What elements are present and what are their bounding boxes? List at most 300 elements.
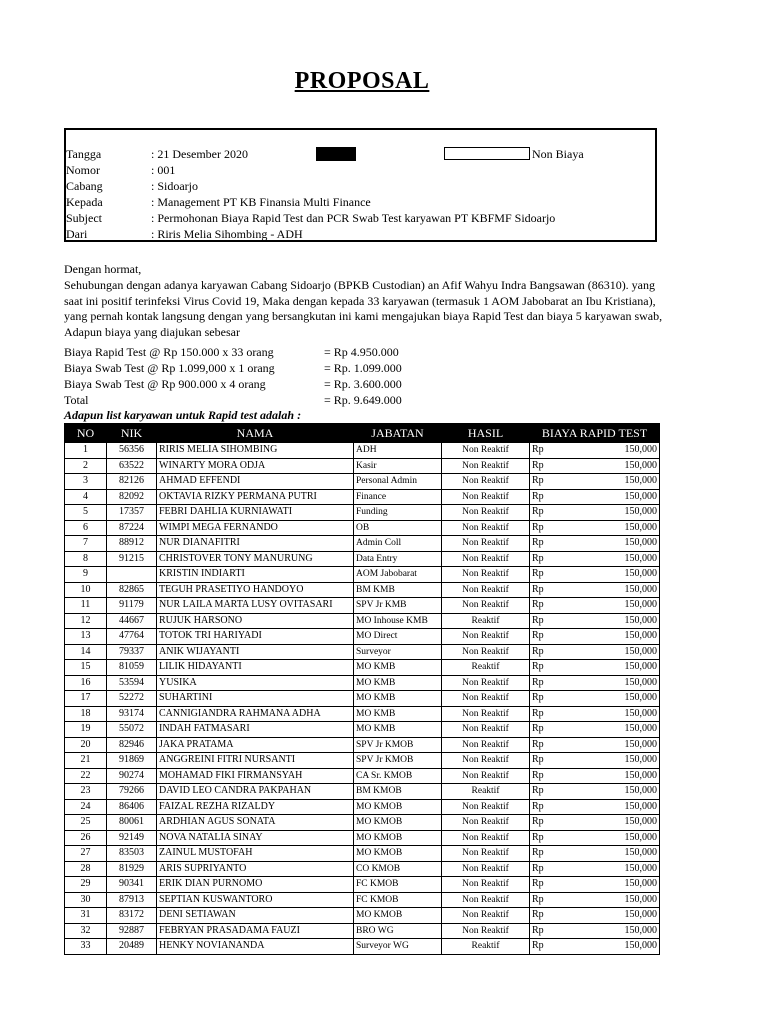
cell-currency: Rp	[530, 753, 568, 769]
cell-jabatan: MO KMB	[354, 691, 442, 707]
col-header-jabatan: JABATAN	[354, 424, 442, 443]
cell-amount: 150,000	[568, 520, 660, 536]
cell-nik: 87913	[107, 892, 157, 908]
cell-jabatan: CA Sr. KMOB	[354, 768, 442, 784]
cell-nik: 20489	[107, 939, 157, 955]
cell-nik: 83172	[107, 908, 157, 924]
cell-amount: 150,000	[568, 706, 660, 722]
header-value: : Management PT KB Finansia Multi Finance	[151, 195, 371, 209]
cell-amount: 150,000	[568, 458, 660, 474]
cell-currency: Rp	[530, 582, 568, 598]
cell-amount: 150,000	[568, 567, 660, 583]
cell-no: 16	[65, 675, 107, 691]
cell-jabatan: FC KMOB	[354, 877, 442, 893]
cell-nama: ARDHIAN AGUS SONATA	[157, 815, 354, 831]
cell-no: 15	[65, 660, 107, 676]
cell-jabatan: OB	[354, 520, 442, 536]
cell-amount: 150,000	[568, 443, 660, 459]
header-label: Tangga	[66, 147, 102, 161]
cell-hasil: Non Reaktif	[442, 877, 530, 893]
cell-nama: SUHARTINI	[157, 691, 354, 707]
cell-nik: 81929	[107, 861, 157, 877]
cell-hasil: Non Reaktif	[442, 815, 530, 831]
table-row	[65, 443, 660, 459]
cell-amount: 150,000	[568, 908, 660, 924]
table-row	[65, 613, 660, 629]
cell-no: 22	[65, 768, 107, 784]
cell-nik: 87224	[107, 520, 157, 536]
cost-label: Biaya Swab Test @ Rp 900.000 x 4 orang	[64, 377, 266, 391]
cell-nama: FAIZAL REZHA RIZALDY	[157, 799, 354, 815]
cell-nik: 79337	[107, 644, 157, 660]
cell-amount: 150,000	[568, 892, 660, 908]
cell-no: 1	[65, 443, 107, 459]
cell-nik: 55072	[107, 722, 157, 738]
cell-no: 18	[65, 706, 107, 722]
cell-currency: Rp	[530, 830, 568, 846]
cell-hasil: Non Reaktif	[442, 691, 530, 707]
cell-no: 12	[65, 613, 107, 629]
header-value: : Riris Melia Sihombing - ADH	[151, 227, 303, 241]
cell-nama: AHMAD EFFENDI	[157, 474, 354, 490]
cell-no: 19	[65, 722, 107, 738]
cell-nik: 92149	[107, 830, 157, 846]
cell-jabatan: Finance	[354, 489, 442, 505]
cell-nik: 47764	[107, 629, 157, 645]
cell-nik: 93174	[107, 706, 157, 722]
header-value: : Permohonan Biaya Rapid Test dan PCR Swab Test karyawan PT KBFMF Sidoarjo	[151, 211, 556, 225]
table-row	[65, 474, 660, 490]
table-row	[65, 861, 660, 877]
cell-no: 9	[65, 567, 107, 583]
cell-hasil: Non Reaktif	[442, 474, 530, 490]
cell-no: 8	[65, 551, 107, 567]
cell-nik: 81059	[107, 660, 157, 676]
cell-currency: Rp	[530, 908, 568, 924]
cell-no: 29	[65, 877, 107, 893]
cell-amount: 150,000	[568, 582, 660, 598]
table-row	[65, 768, 660, 784]
cell-hasil: Non Reaktif	[442, 598, 530, 614]
cell-currency: Rp	[530, 799, 568, 815]
cell-jabatan: ADH	[354, 443, 442, 459]
cell-amount: 150,000	[568, 737, 660, 753]
cell-jabatan: MO KMB	[354, 706, 442, 722]
cell-amount: 150,000	[568, 830, 660, 846]
table-row	[65, 458, 660, 474]
cell-hasil: Non Reaktif	[442, 908, 530, 924]
cell-jabatan: BM KMOB	[354, 784, 442, 800]
header-box	[64, 128, 657, 242]
cell-no: 17	[65, 691, 107, 707]
cell-amount: 150,000	[568, 939, 660, 955]
cell-jabatan: MO KMB	[354, 722, 442, 738]
table-row	[65, 706, 660, 722]
cell-no: 21	[65, 753, 107, 769]
cell-hasil: Non Reaktif	[442, 582, 530, 598]
cell-nama: KRISTIN INDIARTI	[157, 567, 354, 583]
cell-nama: JAKA PRATAMA	[157, 737, 354, 753]
cell-currency: Rp	[530, 505, 568, 521]
table-row	[65, 753, 660, 769]
cell-currency: Rp	[530, 474, 568, 490]
cell-nama: ZAINUL MUSTOFAH	[157, 846, 354, 862]
cell-hasil: Non Reaktif	[442, 753, 530, 769]
cell-hasil: Non Reaktif	[442, 768, 530, 784]
cell-nama: WINARTY MORA ODJA	[157, 458, 354, 474]
cell-jabatan: BM KMB	[354, 582, 442, 598]
cell-currency: Rp	[530, 815, 568, 831]
cell-jabatan: CO KMOB	[354, 861, 442, 877]
header-value: : 001	[151, 163, 176, 177]
table-row	[65, 691, 660, 707]
cell-nama: INDAH FATMASARI	[157, 722, 354, 738]
cell-nik: 82126	[107, 474, 157, 490]
col-header-nama: NAMA	[157, 424, 354, 443]
cell-no: 26	[65, 830, 107, 846]
cost-value: = Rp. 9.649.000	[324, 393, 402, 407]
cell-currency: Rp	[530, 520, 568, 536]
cell-amount: 150,000	[568, 474, 660, 490]
table-row	[65, 877, 660, 893]
cost-value: = Rp 4.950.000	[324, 345, 399, 359]
cell-jabatan: SPV Jr KMOB	[354, 753, 442, 769]
cell-nik: 83503	[107, 846, 157, 862]
cell-nama: NUR LAILA MARTA LUSY OVITASARI	[157, 598, 354, 614]
cell-nama: ANIK WIJAYANTI	[157, 644, 354, 660]
cell-no: 3	[65, 474, 107, 490]
header-value: : Sidoarjo	[151, 179, 198, 193]
table-row	[65, 799, 660, 815]
cell-no: 20	[65, 737, 107, 753]
cell-currency: Rp	[530, 489, 568, 505]
body-paragraph: Sehubungan dengan adanya karyawan Cabang Sidoarjo (BPKB Custodian) an Afif Wahyu Indra Bangsawan (86310). yang saat ini positif terinfeksi Virus Covid 19, Maka dengan kepada 33 karyawan (termasuk 1 AOM Jabobarat an Ibu Kristiana), yang pernah kontak langsung dengan yang bersangkutan ini kami mengajukan biaya Rapid Test dan biaya 5 karyawan swab, Adapun biaya yang diajukan sebesar	[64, 278, 663, 339]
cell-hasil: Non Reaktif	[442, 505, 530, 521]
cell-amount: 150,000	[568, 877, 660, 893]
cell-amount: 150,000	[568, 861, 660, 877]
cell-nama: FEBRYAN PRASADAMA FAUZI	[157, 923, 354, 939]
cell-amount: 150,000	[568, 660, 660, 676]
cell-nik: 82946	[107, 737, 157, 753]
cell-nik: 91215	[107, 551, 157, 567]
cell-currency: Rp	[530, 768, 568, 784]
table-row	[65, 567, 660, 583]
cell-hasil: Non Reaktif	[442, 722, 530, 738]
cell-nama: TOTOK TRI HARIYADI	[157, 629, 354, 645]
table-row	[65, 489, 660, 505]
cell-nik: 90274	[107, 768, 157, 784]
cell-amount: 150,000	[568, 722, 660, 738]
header-label: Nomor	[66, 163, 100, 177]
cell-nik: 86406	[107, 799, 157, 815]
cell-currency: Rp	[530, 629, 568, 645]
col-header-biaya: BIAYA RAPID TEST	[530, 424, 660, 443]
cell-jabatan: MO KMOB	[354, 830, 442, 846]
cell-nik: 91179	[107, 598, 157, 614]
table-row	[65, 784, 660, 800]
header-value: : 21 Desember 2020	[151, 147, 248, 161]
table-row	[65, 536, 660, 552]
table-row	[65, 939, 660, 955]
cell-hasil: Reaktif	[442, 939, 530, 955]
employee-table	[64, 423, 660, 955]
cell-amount: 150,000	[568, 629, 660, 645]
cell-nama: NOVA NATALIA SINAY	[157, 830, 354, 846]
cell-nama: WIMPI MEGA FERNANDO	[157, 520, 354, 536]
cell-hasil: Non Reaktif	[442, 861, 530, 877]
header-label: Subject	[66, 211, 102, 225]
cell-hasil: Non Reaktif	[442, 892, 530, 908]
cell-nik: 53594	[107, 675, 157, 691]
cell-nama: ERIK DIAN PURNOMO	[157, 877, 354, 893]
cell-no: 23	[65, 784, 107, 800]
table-row	[65, 582, 660, 598]
list-title: Adapun list karyawan untuk Rapid test adalah :	[64, 408, 302, 422]
table-row	[65, 551, 660, 567]
cell-nama: ANGGREINI FITRI NURSANTI	[157, 753, 354, 769]
table-row	[65, 892, 660, 908]
cell-nama: ARIS SUPRIYANTO	[157, 861, 354, 877]
non-biaya-label: Non Biaya	[532, 147, 584, 161]
cell-hasil: Non Reaktif	[442, 536, 530, 552]
table-row	[65, 660, 660, 676]
cell-no: 30	[65, 892, 107, 908]
cell-amount: 150,000	[568, 768, 660, 784]
cost-label: Biaya Rapid Test @ Rp 150.000 x 33 orang	[64, 345, 274, 359]
cell-currency: Rp	[530, 722, 568, 738]
cell-currency: Rp	[530, 660, 568, 676]
cell-nik	[107, 567, 157, 583]
table-row	[65, 629, 660, 645]
table-header-row	[65, 424, 660, 443]
cell-jabatan: MO Inhouse KMB	[354, 613, 442, 629]
cell-jabatan: Kasir	[354, 458, 442, 474]
cell-currency: Rp	[530, 877, 568, 893]
table-row	[65, 815, 660, 831]
cell-no: 28	[65, 861, 107, 877]
header-label: Kepada	[66, 195, 103, 209]
cell-currency: Rp	[530, 691, 568, 707]
cell-hasil: Reaktif	[442, 613, 530, 629]
cell-hasil: Non Reaktif	[442, 799, 530, 815]
cell-hasil: Non Reaktif	[442, 706, 530, 722]
cell-nama: OKTAVIA RIZKY PERMANA PUTRI	[157, 489, 354, 505]
cell-currency: Rp	[530, 939, 568, 955]
cell-amount: 150,000	[568, 505, 660, 521]
cell-no: 5	[65, 505, 107, 521]
cell-nama: RIRIS MELIA SIHOMBING	[157, 443, 354, 459]
cell-hasil: Non Reaktif	[442, 737, 530, 753]
cell-no: 13	[65, 629, 107, 645]
cell-amount: 150,000	[568, 799, 660, 815]
cell-amount: 150,000	[568, 598, 660, 614]
cell-currency: Rp	[530, 861, 568, 877]
redacted-box	[316, 147, 356, 161]
cell-amount: 150,000	[568, 753, 660, 769]
cell-nama: CANNIGIANDRA RAHMANA ADHA	[157, 706, 354, 722]
cell-currency: Rp	[530, 846, 568, 862]
cell-currency: Rp	[530, 923, 568, 939]
cell-jabatan: Personal Admin	[354, 474, 442, 490]
cell-amount: 150,000	[568, 489, 660, 505]
header-label: Dari	[66, 227, 88, 241]
cell-jabatan: Admin Coll	[354, 536, 442, 552]
cell-nik: 88912	[107, 536, 157, 552]
cell-jabatan: MO KMOB	[354, 908, 442, 924]
cell-hasil: Non Reaktif	[442, 629, 530, 645]
table-row	[65, 846, 660, 862]
cell-jabatan: MO KMOB	[354, 846, 442, 862]
cell-nik: 56356	[107, 443, 157, 459]
cell-jabatan: BRO WG	[354, 923, 442, 939]
cell-currency: Rp	[530, 458, 568, 474]
cell-jabatan: SPV Jr KMB	[354, 598, 442, 614]
cell-currency: Rp	[530, 737, 568, 753]
cell-nik: 92887	[107, 923, 157, 939]
cell-nik: 44667	[107, 613, 157, 629]
cell-nama: CHRISTOVER TONY MANURUNG	[157, 551, 354, 567]
cell-jabatan: MO KMOB	[354, 799, 442, 815]
table-row	[65, 737, 660, 753]
cell-amount: 150,000	[568, 644, 660, 660]
cell-jabatan: FC KMOB	[354, 892, 442, 908]
cell-nama: TEGUH PRASETIYO HANDOYO	[157, 582, 354, 598]
cell-amount: 150,000	[568, 551, 660, 567]
cell-nik: 52272	[107, 691, 157, 707]
cell-nik: 82865	[107, 582, 157, 598]
cell-hasil: Non Reaktif	[442, 567, 530, 583]
cell-nik: 90341	[107, 877, 157, 893]
cost-value: = Rp. 3.600.000	[324, 377, 402, 391]
cell-nik: 80061	[107, 815, 157, 831]
table-row	[65, 598, 660, 614]
table-row	[65, 830, 660, 846]
cell-jabatan: MO KMB	[354, 675, 442, 691]
greeting: Dengan hormat,	[64, 262, 142, 276]
cell-jabatan: SPV Jr KMOB	[354, 737, 442, 753]
cell-amount: 150,000	[568, 613, 660, 629]
cell-nama: NUR DIANAFITRI	[157, 536, 354, 552]
table-row	[65, 923, 660, 939]
cell-jabatan: Data Entry	[354, 551, 442, 567]
header-label: Cabang	[66, 179, 103, 193]
col-header-nik: NIK	[107, 424, 157, 443]
cell-jabatan: MO Direct	[354, 629, 442, 645]
cell-hasil: Non Reaktif	[442, 923, 530, 939]
cell-no: 10	[65, 582, 107, 598]
cell-amount: 150,000	[568, 784, 660, 800]
cell-hasil: Non Reaktif	[442, 443, 530, 459]
cell-currency: Rp	[530, 567, 568, 583]
cell-amount: 150,000	[568, 536, 660, 552]
cell-nama: HENKY NOVIANANDA	[157, 939, 354, 955]
cell-currency: Rp	[530, 892, 568, 908]
cell-currency: Rp	[530, 644, 568, 660]
cell-nama: YUSIKA	[157, 675, 354, 691]
cell-nama: RUJUK HARSONO	[157, 613, 354, 629]
cell-currency: Rp	[530, 443, 568, 459]
cell-no: 6	[65, 520, 107, 536]
cell-nama: DENI SETIAWAN	[157, 908, 354, 924]
cell-currency: Rp	[530, 551, 568, 567]
cell-hasil: Non Reaktif	[442, 520, 530, 536]
cell-hasil: Non Reaktif	[442, 489, 530, 505]
cell-jabatan: MO KMOB	[354, 815, 442, 831]
cell-amount: 150,000	[568, 675, 660, 691]
cell-jabatan: Funding	[354, 505, 442, 521]
cell-hasil: Reaktif	[442, 660, 530, 676]
cell-no: 32	[65, 923, 107, 939]
cost-label: Biaya Swab Test @ Rp 1.099,000 x 1 orang	[64, 361, 275, 375]
table-row	[65, 520, 660, 536]
cell-hasil: Reaktif	[442, 784, 530, 800]
cell-nama: LILIK HIDAYANTI	[157, 660, 354, 676]
table-row	[65, 722, 660, 738]
table-row	[65, 644, 660, 660]
cell-no: 27	[65, 846, 107, 862]
cell-amount: 150,000	[568, 815, 660, 831]
cell-no: 24	[65, 799, 107, 815]
col-header-no: NO	[65, 424, 107, 443]
cell-hasil: Non Reaktif	[442, 846, 530, 862]
cell-currency: Rp	[530, 706, 568, 722]
cell-amount: 150,000	[568, 923, 660, 939]
cell-nik: 17357	[107, 505, 157, 521]
cell-hasil: Non Reaktif	[442, 458, 530, 474]
cell-hasil: Non Reaktif	[442, 675, 530, 691]
cell-jabatan: Surveyor WG	[354, 939, 442, 955]
cell-no: 25	[65, 815, 107, 831]
col-header-hasil: HASIL	[442, 424, 530, 443]
cell-hasil: Non Reaktif	[442, 644, 530, 660]
document-title: PROPOSAL	[294, 68, 430, 94]
cell-no: 11	[65, 598, 107, 614]
cell-currency: Rp	[530, 598, 568, 614]
table-row	[65, 908, 660, 924]
cell-nik: 82092	[107, 489, 157, 505]
table-body	[65, 443, 660, 955]
cell-no: 2	[65, 458, 107, 474]
cell-nik: 63522	[107, 458, 157, 474]
cell-currency: Rp	[530, 784, 568, 800]
cost-value: = Rp. 1.099.000	[324, 361, 402, 375]
cell-no: 14	[65, 644, 107, 660]
cell-nama: MOHAMAD FIKI FIRMANSYAH	[157, 768, 354, 784]
cell-jabatan: Surveyor	[354, 644, 442, 660]
cell-nik: 91869	[107, 753, 157, 769]
cell-currency: Rp	[530, 536, 568, 552]
cost-label: Total	[64, 393, 89, 407]
cell-no: 4	[65, 489, 107, 505]
table-row	[65, 505, 660, 521]
cell-no: 31	[65, 908, 107, 924]
cell-currency: Rp	[530, 613, 568, 629]
cell-nama: FEBRI DAHLIA KURNIAWATI	[157, 505, 354, 521]
cell-hasil: Non Reaktif	[442, 830, 530, 846]
cell-no: 33	[65, 939, 107, 955]
cell-nama: SEPTIAN KUSWANTORO	[157, 892, 354, 908]
cell-jabatan: AOM Jabobarat	[354, 567, 442, 583]
cell-amount: 150,000	[568, 846, 660, 862]
cell-nik: 79266	[107, 784, 157, 800]
cell-no: 7	[65, 536, 107, 552]
cell-hasil: Non Reaktif	[442, 551, 530, 567]
cell-nama: DAVID LEO CANDRA PAKPAHAN	[157, 784, 354, 800]
cell-jabatan: MO KMB	[354, 660, 442, 676]
cell-amount: 150,000	[568, 691, 660, 707]
checkbox-field	[444, 147, 530, 160]
table-row	[65, 675, 660, 691]
